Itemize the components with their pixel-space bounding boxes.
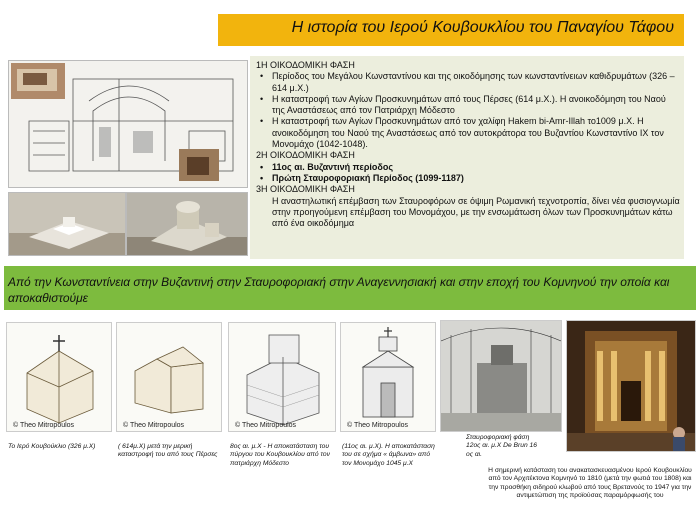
- history-band: [4, 266, 696, 310]
- phase3-heading: 3Η ΟΙΚΟΔΟΜΙΚΗ ΦΑΣΗ: [256, 184, 355, 195]
- caption-present-day: Η σημερινή κατάσταση του ανακατασκευασμένου Ιερού Κουβουκλίου από τον Αρχιτέκτονα Κομνηνό το 1810 (μετά την φωτιά του 1808) και την προσθήκη σιδηρού κλωβού από τους Βρετανούς το 1947 για την αντιμετώπιση της προϊούσας παραμόρφωσής του: [488, 467, 692, 500]
- photo-credit: © Theo Mitropoulos: [123, 422, 185, 429]
- sketch-11th-century-image: [340, 322, 436, 432]
- sketch-326-image: [6, 322, 112, 432]
- plan-sketch-image: [8, 60, 248, 188]
- phase1-bullet: • Η καταστροφή των Αγίων Προσκυνημάτων από τον χαλίφη Hakem bi-Amr-Illah το1009 μ.Χ. Η ανοικοδόμηση του Ναού της Αναστάσεως από τον αυτοκράτορα του Βυζαντίου Κωνσταντίνο ΙΧ τον Μονομάχο (1042-1048).: [256, 116, 680, 150]
- phase2-bullet: • Πρώτη Σταυροφοριακή Περίοδος (1099-1187): [256, 173, 680, 184]
- caption-326: Το Ιερό Κουβούκλιο (326 μ.Χ): [8, 443, 96, 450]
- phase2-bullet: • 11ος αι. Βυζαντινή περίοδος: [256, 162, 680, 173]
- sketch-8th-century-image: [228, 322, 336, 432]
- sketch-614-image: [116, 322, 222, 432]
- model-photo-2: [126, 192, 248, 256]
- model-photo-1: [8, 192, 126, 256]
- photo-credit: © Theo Mitropoulos: [235, 422, 297, 429]
- photo-credit: © Theo Mitropoulos: [13, 422, 75, 429]
- caption-614: ( 614μ.Χ) μετά την μερική καταστροφή του από τους Πέρσες: [118, 443, 218, 459]
- crusader-engraving-image: [440, 320, 562, 432]
- phase2-heading: 2Η ΟΙΚΟΔΟΜΙΚΗ ΦΑΣΗ: [256, 150, 355, 161]
- phase1-bullet: • Περίοδος του Μεγάλου Κωνσταντίνου και της οικοδόμησης των κωνσταντίνειων καθιδρυμάτων (326 – 614 μ.Χ.): [256, 71, 680, 94]
- phases-panel: [250, 56, 684, 259]
- page-title: Η ιστορία του Ιερού Κουβουκλίου του Παναγίου Τάφου: [291, 19, 674, 36]
- caption-11th-century: (11ος αι. μ.Χ). Η αποκατάσταση του σε σχήμα « άμβωνα» από τον Μονομάχο 1045 μ.Χ: [342, 443, 435, 467]
- present-day-photo: [566, 320, 696, 452]
- phase1-bullet: • Η καταστροφή των Αγίων Προσκυνημάτων από τους Πέρσες (614 μ.Χ.). Η ανοικοδόμηση του Ναού της Αναστάσεως από τον Πατριάρχη Μόδεστο: [256, 94, 680, 117]
- band-text: Από την Κωνσταντίνεια στην Βυζαντινή στην Σταυροφοριακή στην Αναγεννησιακή και στην εποχή του Κομνηνού την οποία και αποκαθιστούμε: [8, 275, 670, 305]
- photo-credit: © Theo Mitropoulos: [347, 422, 409, 429]
- title-bar: [218, 14, 684, 46]
- phase3-text: Η αναστηλωτική επέμβαση των Σταυροφόρων σε όψιμη Ρωμανική τεχνοτροπία, δίνει νέα φυσιογνωμία στην προηγούμενη επέμβαση του Μονομάχου, με την ενσωμάτωση όλων των Προσκυνημάτων κάτω από ένα οικοδόμημα: [272, 195, 680, 229]
- caption-crusader: Σταυροφοριακή φάση 12ος αι. μ.Χ De Brun 16 ος αι.: [466, 434, 537, 458]
- phase1-heading: 1Η ΟΙΚΟΔΟΜΙΚΗ ΦΑΣΗ: [256, 60, 355, 70]
- caption-8th-century: 8ος αι. μ.Χ - Η αποκατάσταση του πύργου του Κουβουκλίου από τον πατριάρχη Μόδεστο: [230, 443, 330, 467]
